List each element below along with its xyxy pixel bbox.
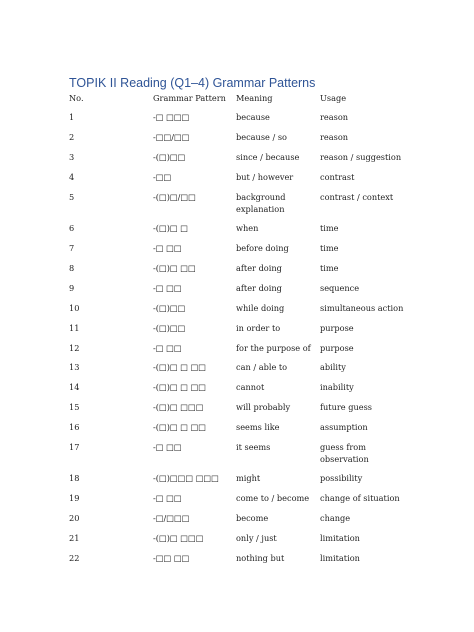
- row-no: 14: [69, 382, 80, 392]
- row-no: 22: [69, 553, 80, 563]
- row-pattern: -□□/□□: [153, 132, 190, 142]
- row-pattern: -(□)□ □□□: [153, 533, 204, 543]
- row-no: 7: [69, 243, 75, 253]
- row-pattern: -□/□□□: [153, 513, 190, 523]
- row-meaning: but / however: [236, 172, 294, 182]
- row-no: 18: [69, 473, 80, 483]
- row-meaning: nothing but: [236, 553, 285, 563]
- row-usage: reason: [320, 132, 349, 142]
- row-meaning: become: [236, 513, 269, 523]
- row-usage: future guess: [320, 402, 372, 412]
- row-no: 9: [69, 283, 75, 293]
- row-meaning: in order to: [236, 323, 281, 333]
- row-usage: change: [320, 513, 351, 523]
- row-no: 15: [69, 402, 80, 412]
- row-pattern: -(□)□□□ □□□: [153, 473, 219, 483]
- row-no: 1: [69, 112, 75, 122]
- row-meaning: because / so: [236, 132, 287, 142]
- row-no: 19: [69, 493, 80, 503]
- row-meaning: background explanation: [236, 192, 286, 214]
- row-usage: purpose: [320, 323, 354, 333]
- row-pattern: -(□)□ □□: [153, 263, 196, 273]
- row-meaning: will probably: [236, 402, 291, 412]
- row-no: 8: [69, 263, 75, 273]
- row-usage: purpose: [320, 343, 354, 353]
- row-pattern: -□ □□: [153, 343, 182, 353]
- row-no: 12: [69, 343, 80, 353]
- row-no: 5: [69, 192, 75, 202]
- row-meaning: before doing: [236, 243, 289, 253]
- row-usage: reason / suggestion: [320, 152, 402, 162]
- row-usage: change of situation: [320, 493, 400, 503]
- row-usage: ability: [320, 362, 346, 372]
- row-usage: limitation: [320, 553, 360, 563]
- header-no: No.: [69, 93, 84, 103]
- row-pattern: -□□ □□: [153, 553, 190, 563]
- row-no: 4: [69, 172, 75, 182]
- row-usage: sequence: [320, 283, 360, 293]
- row-usage: limitation: [320, 533, 360, 543]
- row-meaning: cannot: [236, 382, 265, 392]
- row-pattern: -(□)□ □: [153, 223, 188, 233]
- row-usage: inability: [320, 382, 354, 392]
- row-no: 6: [69, 223, 75, 233]
- row-usage: simultaneous action: [320, 303, 404, 313]
- row-no: 3: [69, 152, 75, 162]
- row-meaning: for the purpose of: [236, 343, 311, 353]
- header-usage: Usage: [320, 93, 347, 103]
- row-usage: time: [320, 223, 339, 233]
- row-pattern: -□ □□: [153, 243, 182, 253]
- header-grammar-pattern: Grammar Pattern: [153, 93, 226, 103]
- row-pattern: -(□)□□: [153, 303, 186, 313]
- document-title: TOPIK II Reading (Q1–4) Grammar Patterns: [69, 76, 316, 90]
- row-pattern: -(□)□ □□□: [153, 402, 204, 412]
- row-no: 2: [69, 132, 75, 142]
- row-meaning: come to / become: [236, 493, 310, 503]
- row-pattern: -□ □□□: [153, 112, 190, 122]
- row-no: 20: [69, 513, 80, 523]
- row-usage: assumption: [320, 422, 368, 432]
- row-pattern: -(□)□/□□: [153, 192, 196, 202]
- row-pattern: -□ □□: [153, 493, 182, 503]
- row-no: 16: [69, 422, 80, 432]
- row-usage: possibility: [320, 473, 363, 483]
- row-pattern: -(□)□ □ □□: [153, 362, 207, 372]
- row-meaning: only / just: [236, 533, 277, 543]
- row-meaning: it seems: [236, 442, 271, 452]
- row-pattern: -□□: [153, 172, 172, 182]
- row-meaning: while doing: [236, 303, 285, 313]
- row-pattern: -(□)□□: [153, 152, 186, 162]
- row-no: 17: [69, 442, 80, 452]
- row-meaning: when: [236, 223, 259, 233]
- row-usage: time: [320, 263, 339, 273]
- row-no: 10: [69, 303, 80, 313]
- row-usage: contrast / context: [320, 192, 394, 202]
- row-no: 11: [69, 323, 80, 333]
- row-pattern: -□ □□: [153, 442, 182, 452]
- row-usage: contrast: [320, 172, 355, 182]
- row-meaning: because: [236, 112, 270, 122]
- row-no: 13: [69, 362, 80, 372]
- header-meaning: Meaning: [236, 93, 273, 103]
- row-usage: time: [320, 243, 339, 253]
- row-meaning: might: [236, 473, 261, 483]
- row-usage: guess from observation: [320, 442, 369, 464]
- row-pattern: -(□)□ □ □□: [153, 422, 207, 432]
- row-pattern: -□ □□: [153, 283, 182, 293]
- row-pattern: -(□)□ □ □□: [153, 382, 207, 392]
- row-no: 21: [69, 533, 80, 543]
- row-usage: reason: [320, 112, 349, 122]
- row-meaning: after doing: [236, 283, 282, 293]
- row-meaning: can / able to: [236, 362, 288, 372]
- row-meaning: after doing: [236, 263, 282, 273]
- row-meaning: seems like: [236, 422, 280, 432]
- row-meaning: since / because: [236, 152, 300, 162]
- row-pattern: -(□)□□: [153, 323, 186, 333]
